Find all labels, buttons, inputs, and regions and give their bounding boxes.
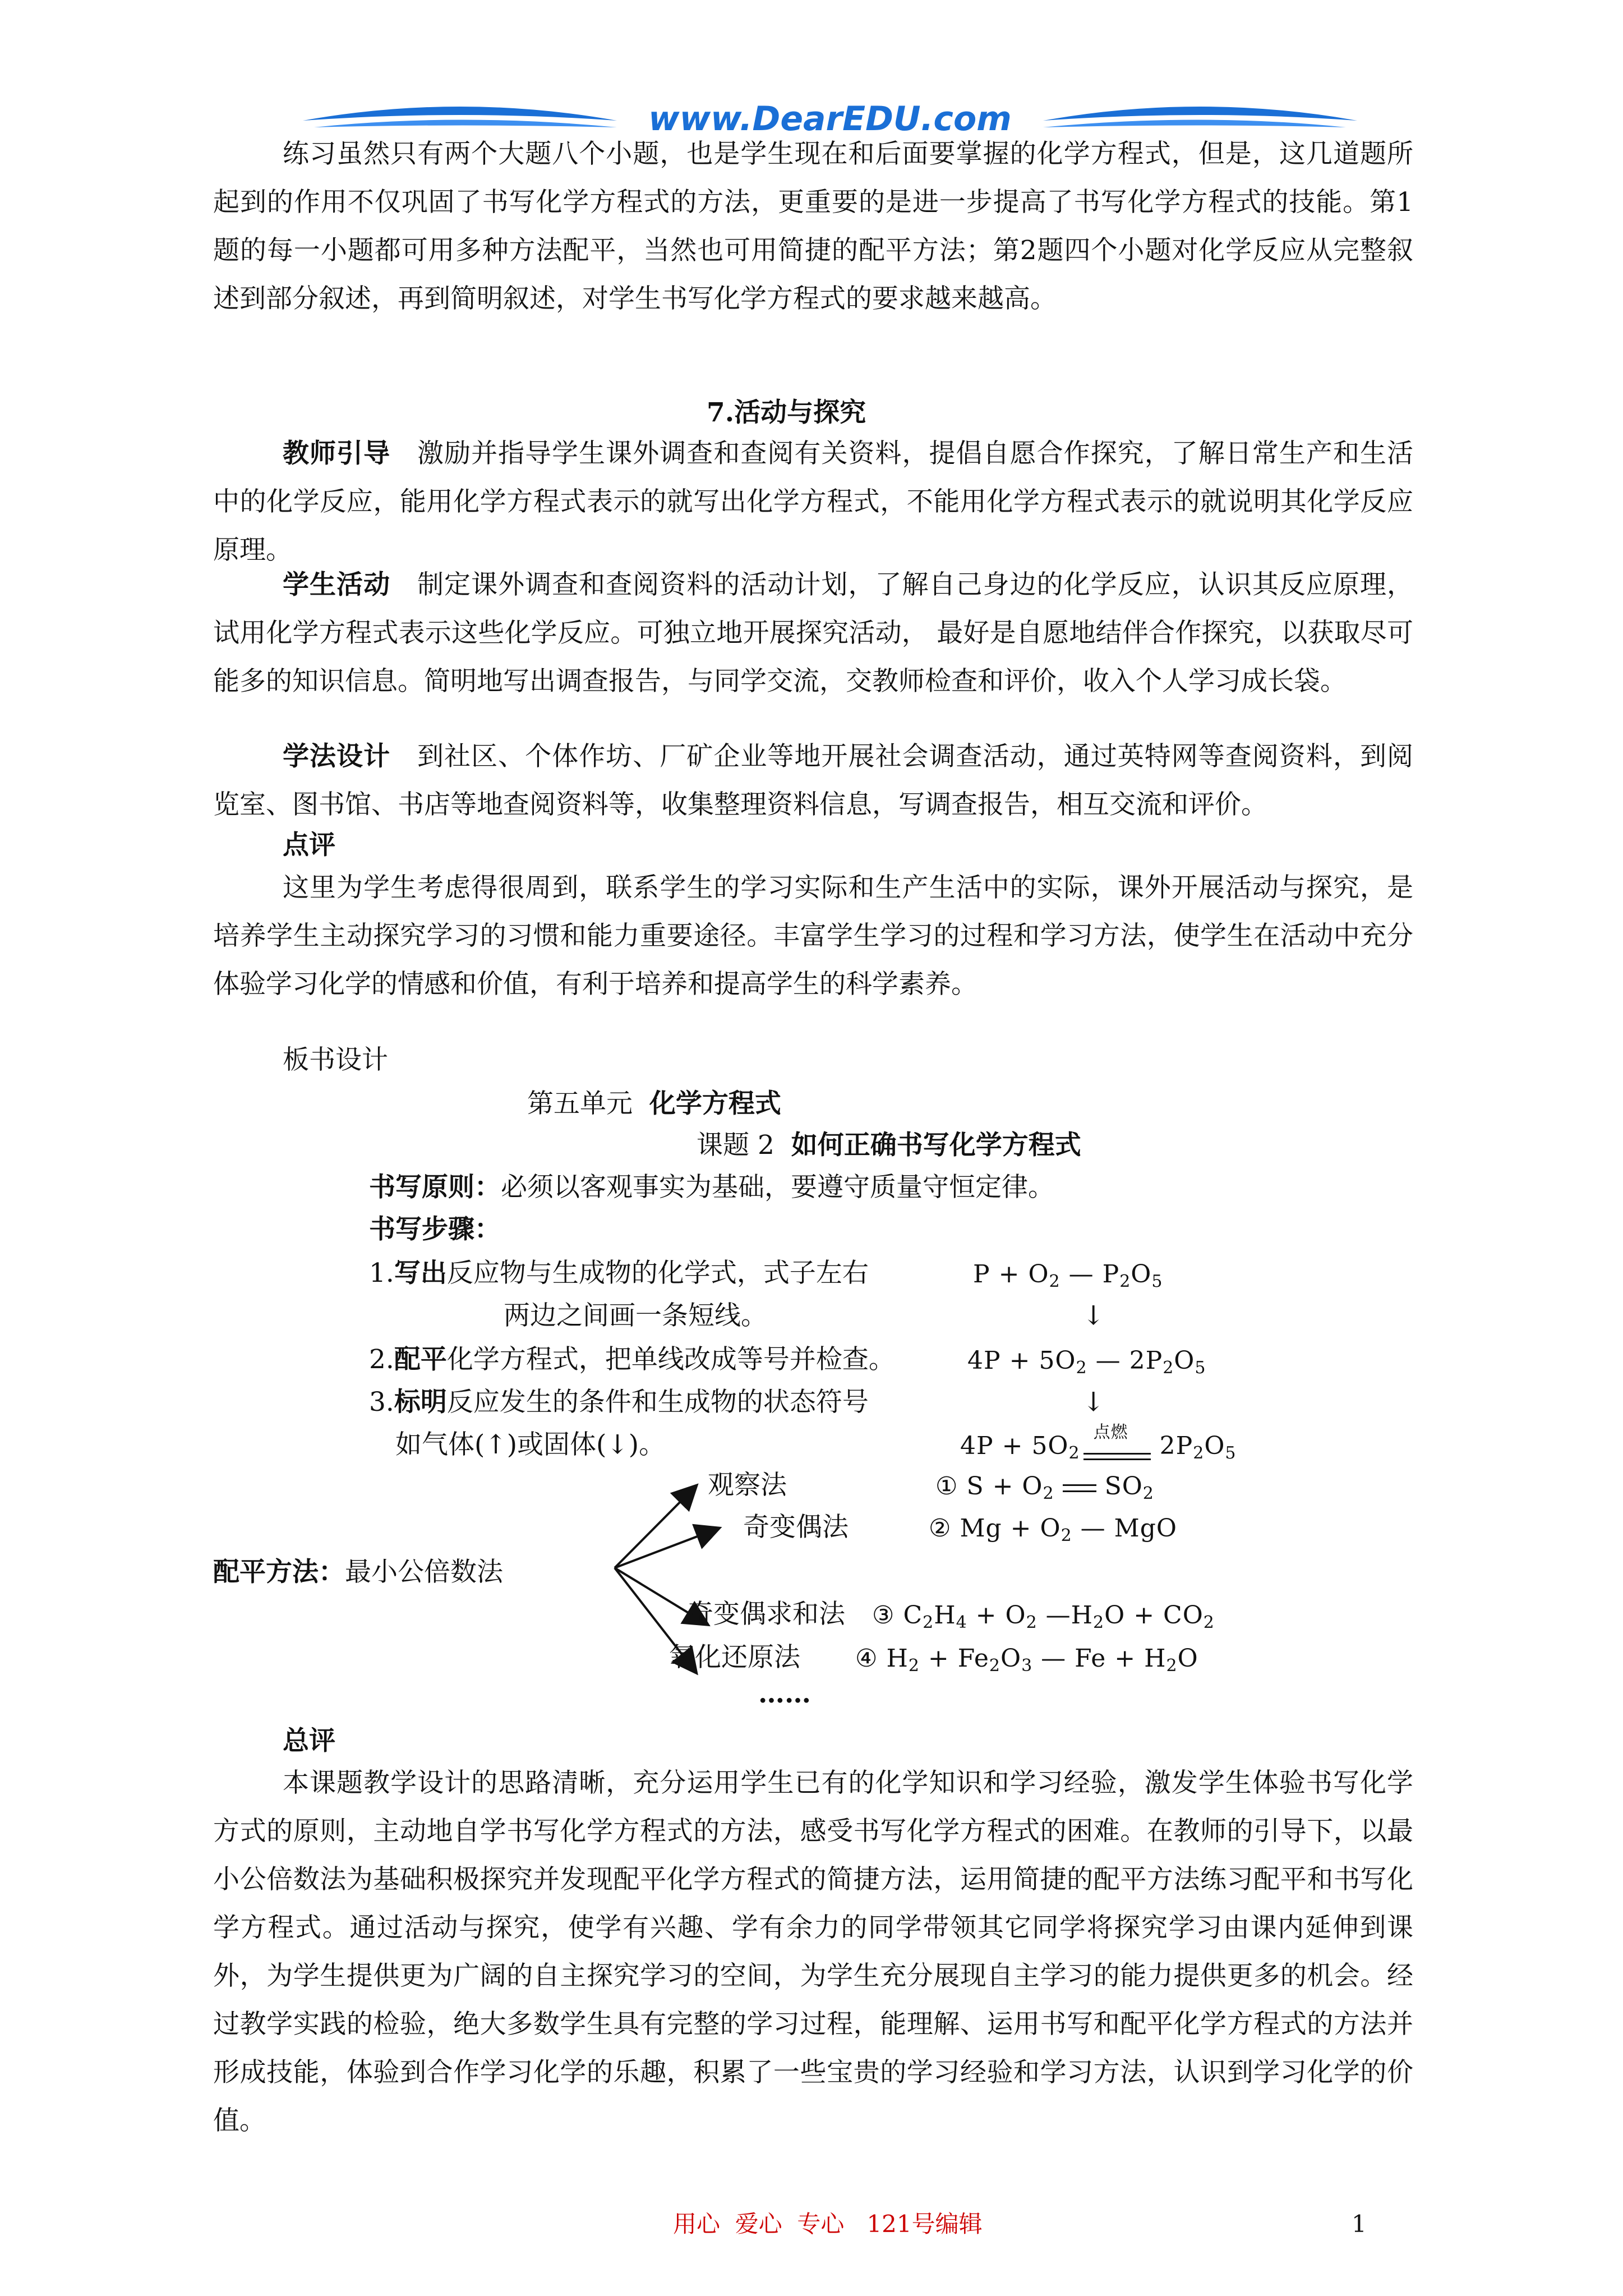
down-arrow-1: ↓: [1082, 1300, 1105, 1331]
method1-equation: ① $S + O_2$ $SO_2$: [935, 1472, 1154, 1503]
down-arrow-2: ↓: [1082, 1387, 1105, 1418]
step2-text: 化学方程式，把单线改成等号并检查。: [446, 1344, 895, 1375]
student-label: 学生活动: [283, 569, 391, 600]
method4-label: 氧化还原法: [668, 1642, 800, 1673]
method4-line: [668, 1641, 800, 1674]
comment-paragraph: 这里为学生考虑得很周到，联系学生的学习实际和生产生活中的实际，课外开展活动与探究，是培养学生主动探究学习的习惯和能力重要途径。丰富学生学习的过程和学习方法，使学生在活动中充分体验学习化学的情感和价值，有利于培养和提高学生的科学素养。: [213, 872, 1413, 1000]
final-paragraph: 本课题教学设计的思路清晰，充分运用学生已有的化学知识和学习经验，激发学生体验书写化学方式的原则，主动地自学书写化学方程式的方法，感受书写化学方程式的困难。在教师的引导下，以最小公倍数法为基础积极探究并发现配平化学方程式的简捷方法，运用简捷的配平方法练习配平和书写化学方程式。通过活动与探究，使学有兴趣、学有余力的同学带领其它同学将探究学习由课内延伸到课外，为学生提供更为广阔的自主探究学习的空间，为学生充分展现自主学习的能力提供更多的机会。经过教学实践的检验，绝大多数学生具有完整的学习过程，能理解、运用书写和配平化学方程式的方法并形成技能，体验到合作学习化学的乐趣，积累了一些宝贵的学习经验和学习方法，认识到学习化学的价值。: [213, 1768, 1413, 2136]
footer-editor: 用心 爱心 专心 121号编辑: [673, 2210, 983, 2238]
step3-keyword: 标明: [394, 1387, 447, 1418]
principle-line: [369, 1171, 1054, 1204]
step3-text: 反应发生的条件和生成物的状态符号: [446, 1387, 869, 1418]
student-text: 制定课外调查和查阅资料的活动计划，了解自己身边的化学反应，认识其反应原理，试用化学方程式表示这些化学反应。可独立地开展探究活动， 最好是自愿地结伴合作探究，以获取尽可能多的知识信息。简明地写出调查报告，与同学交流，交教师检查和评价，收入个人学习成长袋。: [213, 569, 1413, 697]
method2-label: 奇变偶法: [743, 1512, 849, 1543]
step3-line: [369, 1386, 869, 1419]
balance-label: 配平方法：: [213, 1557, 345, 1588]
num4: ④: [855, 1644, 878, 1673]
step1-text: 反应物与生成物的化学式，式子左右: [446, 1258, 869, 1289]
equals-sign-lower: [1083, 1458, 1151, 1460]
topic-prefix: 课题 2: [697, 1130, 774, 1161]
step3-line2: 如气体(↑)或固体(↓)。: [395, 1429, 666, 1460]
method2-line: [743, 1511, 849, 1544]
method2-equation: ② $Mg + O_2$ — MgO: [929, 1514, 1177, 1545]
method-ellipsis: ……: [758, 1678, 811, 1709]
step1-line: [369, 1257, 869, 1290]
method-text: 到社区、个体作坊、厂矿企业等地开展社会调查活动，通过英特网等查阅资料，到阅览室、图书馆、书店等地查阅资料等，收集整理资料信息，写调查报告，相互交流和评价。: [213, 741, 1413, 820]
arrow-to-method2: [615, 1529, 718, 1568]
step2-keyword: 配平: [394, 1344, 447, 1375]
principle-text: 必须以客观事实为基础，要遵守质量守恒定律。: [501, 1172, 1054, 1203]
method3-line: [687, 1598, 845, 1631]
equals-sign: [1083, 1453, 1151, 1455]
intro-paragraph: 练习虽然只有两个大题八个小题，也是学生现在和后面要掌握的化学方程式，但是，这几道题所起到的作用不仅巩固了书写化学方程式的方法，更重要的是进一步提高了书写化学方程式的技能。第1题的每一小题都可用多种方法配平，当然也可用简捷的配平方法；第2题四个小题对化学反应从完整叙述到部分叙述，再到简明叙述，对学生书写化学方程式的要求越来越高。: [213, 139, 1413, 314]
equation-2: $4P + 5O_2$ — $2P_2O_5$: [967, 1346, 1206, 1378]
num1: ①: [935, 1472, 958, 1501]
student-paragraph: [213, 561, 1413, 706]
method1-label: 观察法: [708, 1470, 787, 1501]
step2-num: 2.: [369, 1344, 394, 1375]
equation-3: $4P + 5O_2$ 点燃 $2P_2O_5$: [960, 1429, 1236, 1463]
arrow-to-method1: [615, 1487, 695, 1568]
board-heading: 板书设计: [283, 1045, 388, 1075]
unit-title: [527, 1087, 781, 1121]
teacher-label: 教师引导: [283, 438, 391, 469]
steps-label: 书写步骤：: [369, 1214, 501, 1245]
step1-keyword: 写出: [394, 1258, 447, 1289]
teacher-text: 激励并指导学生课外调查和查阅有关资料，提倡自愿合作探究，了解日常生产和生活中的化学反应，能用化学方程式表示的就写出化学方程式，不能用化学方程式表示的就说明其化学反应原理。: [213, 438, 1413, 565]
equation-1: $P + O_2$ — $P_2O_5$: [973, 1260, 1163, 1291]
method1-line: [708, 1469, 787, 1502]
balance-center: 最小公倍数法: [345, 1557, 503, 1588]
principle-label: 书写原则：: [369, 1172, 501, 1203]
condition-label: 点燃: [1093, 1423, 1128, 1442]
method3-equation: ③ $C_2H_4 + O_2$ $—H_2O + CO_2$: [872, 1601, 1215, 1632]
balance-label-line: [213, 1556, 503, 1589]
unit-name: 化学方程式: [649, 1088, 781, 1119]
final-label: 总评: [283, 1726, 335, 1756]
step1-num: 1.: [369, 1258, 394, 1289]
page-number: 1: [1352, 2210, 1367, 2238]
num3: ③: [872, 1601, 895, 1630]
comment-label: 点评: [283, 830, 335, 861]
method-label: 学法设计: [283, 741, 391, 772]
site-name: www.DearEDU.com: [648, 99, 1012, 139]
step1-line2: 两边之间画一条短线。: [504, 1300, 767, 1331]
method4-equation: ④ $H_2 + Fe_2O_3$ — $Fe + H_2O$: [855, 1644, 1198, 1676]
step2-line: [369, 1343, 895, 1377]
topic-title: [697, 1129, 1081, 1162]
section-title: 7.活动与探究: [707, 397, 866, 428]
step3-num: 3.: [369, 1387, 394, 1418]
teacher-paragraph: [213, 430, 1413, 574]
topic-name: 如何正确书写化学方程式: [791, 1130, 1081, 1161]
method-paragraph: [213, 733, 1413, 829]
num2: ②: [929, 1514, 952, 1543]
unit-prefix: 第五单元: [527, 1088, 633, 1119]
method3-label: 奇变偶求和法: [687, 1599, 845, 1630]
